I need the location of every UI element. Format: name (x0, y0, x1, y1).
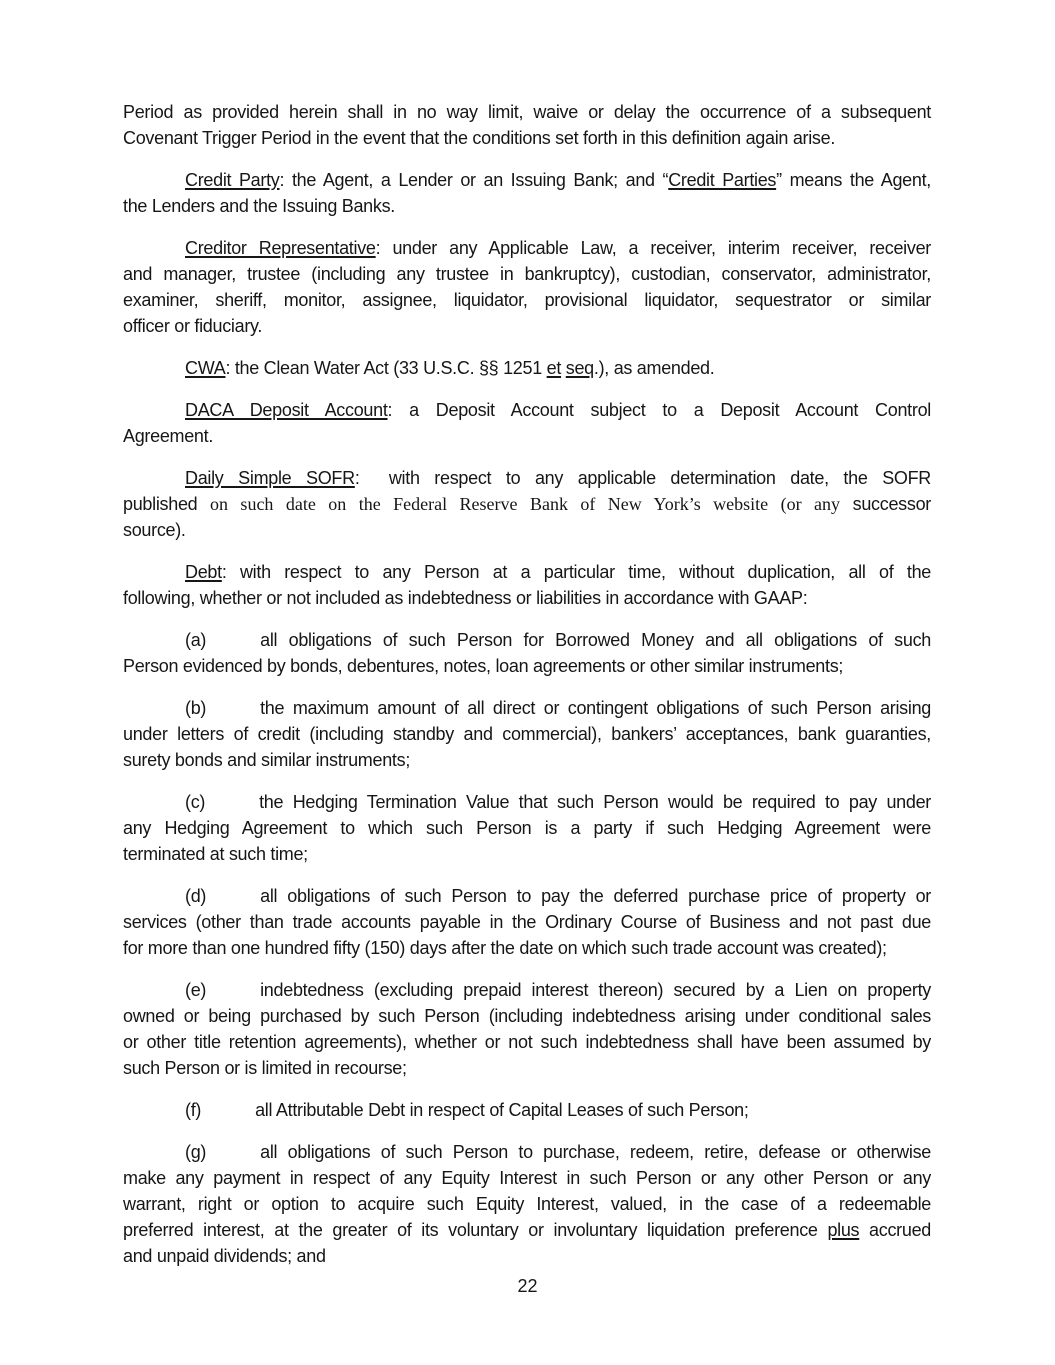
text-line (123, 1139, 931, 1165)
text-line (123, 883, 931, 909)
list-item-label: (f) (185, 1100, 202, 1120)
text-run: terminated at such time; (123, 844, 308, 864)
text-run: the Hedging Termination Value that such Person would be required to pay under (259, 792, 931, 812)
text-run: on such date on the Federal Reserve Bank of New York’s website (or any (210, 494, 841, 514)
list-item (123, 1097, 931, 1123)
text-run: and manager, trustee (including any trustee in bankruptcy), custodian, conservator, administrator, (123, 264, 931, 284)
text-line (123, 789, 931, 815)
text-line (123, 287, 931, 313)
list-item-label: (c) (185, 792, 206, 812)
definition-paragraph (123, 355, 931, 381)
defined-term: Daily Simple SOFR (185, 468, 355, 488)
text-line (123, 491, 931, 517)
text-run: Person evidenced by bonds, debentures, notes, loan agreements or other similar instruments; (123, 656, 844, 676)
text-run: : with respect to any Person at a particular time, without duplication, all of the (221, 562, 931, 582)
text-run: : under any Applicable Law, a receiver, interim receiver, receiver (375, 238, 931, 258)
text-run: Agreement. (123, 426, 214, 446)
defined-term: plus (827, 1220, 860, 1240)
text-run: successor (840, 494, 931, 514)
text-run: and unpaid dividends; and (123, 1246, 326, 1266)
list-item (123, 883, 931, 961)
defined-term: Credit Parties (668, 170, 777, 190)
text-run: : the Agent, a Lender or an Issuing Bank; and “ (279, 170, 669, 190)
defined-term: et (546, 358, 562, 378)
text-line (123, 1191, 931, 1217)
text-line (123, 815, 931, 841)
text-line (123, 1217, 931, 1243)
text-run: surety bonds and similar instruments; (123, 750, 411, 770)
text-run: ” means the Agent, (776, 170, 932, 190)
text-line (123, 193, 931, 219)
text-line (123, 977, 931, 1003)
text-run: services (other than trade accounts payable in the Ordinary Course of Business and not past due (123, 912, 931, 932)
text-line (123, 1003, 931, 1029)
page-number: 22 (517, 1276, 538, 1296)
text-run: Period as provided herein shall in no way limit, waive or delay the occurrence of a subsequent (123, 102, 931, 122)
document-body (123, 99, 931, 1269)
definition-paragraph (123, 167, 931, 219)
text-line (123, 465, 931, 491)
text-line (123, 1055, 931, 1081)
text-line (123, 1243, 931, 1269)
text-line (123, 99, 931, 125)
text-line (123, 397, 931, 423)
text-line (123, 747, 931, 773)
defined-term: seq (565, 358, 594, 378)
text-line (123, 841, 931, 867)
text-line (123, 1029, 931, 1055)
text-run: under letters of credit (including standby and commercial), bankers’ acceptances, bank guaranties, (123, 724, 931, 744)
list-item-label: (b) (185, 698, 207, 718)
defined-term: Credit Party (185, 170, 280, 190)
text-run: all obligations of such Person to purchase, redeem, retire, defease or otherwise (260, 1142, 931, 1162)
text-run: indebtedness (excluding prepaid interest thereon) secured by a Lien on property (260, 980, 931, 1000)
text-line (123, 261, 931, 287)
text-run: .), as amended. (593, 358, 715, 378)
text-line (123, 355, 931, 381)
text-line (123, 721, 931, 747)
text-run: published (123, 494, 210, 514)
text-line (123, 235, 931, 261)
text-run: all obligations of such Person for Borrowed Money and all obligations of such (260, 630, 931, 650)
text-run: the maximum amount of all direct or contingent obligations of such Person arising (260, 698, 931, 718)
text-run: make any payment in respect of any Equity Interest in such Person or any other Person or any (123, 1168, 931, 1188)
list-item (123, 789, 931, 867)
text-line (123, 1097, 931, 1123)
definition-paragraph (123, 465, 931, 543)
text-run: warrant, right or option to acquire such Equity Interest, valued, in the case of a redeemable (123, 1194, 931, 1214)
text-line (123, 167, 931, 193)
text-run: source). (123, 520, 186, 540)
text-run: : the Clean Water Act (33 U.S.C. §§ 1251 (225, 358, 547, 378)
text-line (123, 1165, 931, 1191)
text-run: all Attributable Debt in respect of Capital Leases of such Person; (255, 1100, 749, 1120)
text-line (123, 653, 931, 679)
defined-term: DACA Deposit Account (185, 400, 388, 420)
text-run: such Person or is limited in recourse; (123, 1058, 407, 1078)
text-line (123, 125, 931, 151)
text-line (123, 627, 931, 653)
text-run: Covenant Trigger Period in the event that the conditions set forth in this definition again arise. (123, 128, 836, 148)
list-item-label: (d) (185, 886, 207, 906)
list-item (123, 627, 931, 679)
definition-paragraph (123, 397, 931, 449)
text-run: : a Deposit Account subject to a Deposit Account Control (387, 400, 931, 420)
text-run: : with respect to any applicable determination date, the SOFR (354, 468, 932, 488)
text-run: or other title retention agreements), whether or not such indebtedness shall have been assumed by (123, 1032, 931, 1052)
list-item-label: (e) (185, 980, 207, 1000)
text-run: all obligations of such Person to pay the deferred purchase price of property or (260, 886, 931, 906)
defined-term: Debt (185, 562, 222, 582)
defined-term: Creditor Representative (185, 238, 376, 258)
text-line (123, 559, 931, 585)
text-run: for more than one hundred fifty (150) days after the date on which such trade account was created); (123, 938, 887, 958)
text-line (123, 585, 931, 611)
text-run: preferred interest, at the greater of its voluntary or involuntary liquidation preference (123, 1220, 828, 1240)
text-line (123, 909, 931, 935)
list-item (123, 1139, 931, 1269)
paragraph (123, 99, 931, 151)
text-line (123, 423, 931, 449)
text-run: any Hedging Agreement to which such Person is a party if such Hedging Agreement were (123, 818, 931, 838)
defined-term: CWA (185, 358, 226, 378)
text-line (123, 313, 931, 339)
text-run: the Lenders and the Issuing Banks. (123, 196, 395, 216)
definition-paragraph (123, 235, 931, 339)
text-line (123, 935, 931, 961)
definition-paragraph (123, 559, 931, 611)
list-item (123, 977, 931, 1081)
text-run: accrued (859, 1220, 931, 1240)
text-run: following, whether or not included as indebtedness or liabilities in accordance with GAAP: (123, 588, 808, 608)
text-line (123, 695, 931, 721)
text-run: owned or being purchased by such Person (including indebtedness arising under conditional sales (123, 1006, 931, 1026)
list-item-label: (g) (185, 1142, 207, 1162)
list-item (123, 695, 931, 773)
text-line (123, 517, 931, 543)
text-run: examiner, sheriff, monitor, assignee, liquidator, provisional liquidator, sequestrator or similar (123, 290, 931, 310)
text-run: officer or fiduciary. (123, 316, 263, 336)
list-item-label: (a) (185, 630, 207, 650)
